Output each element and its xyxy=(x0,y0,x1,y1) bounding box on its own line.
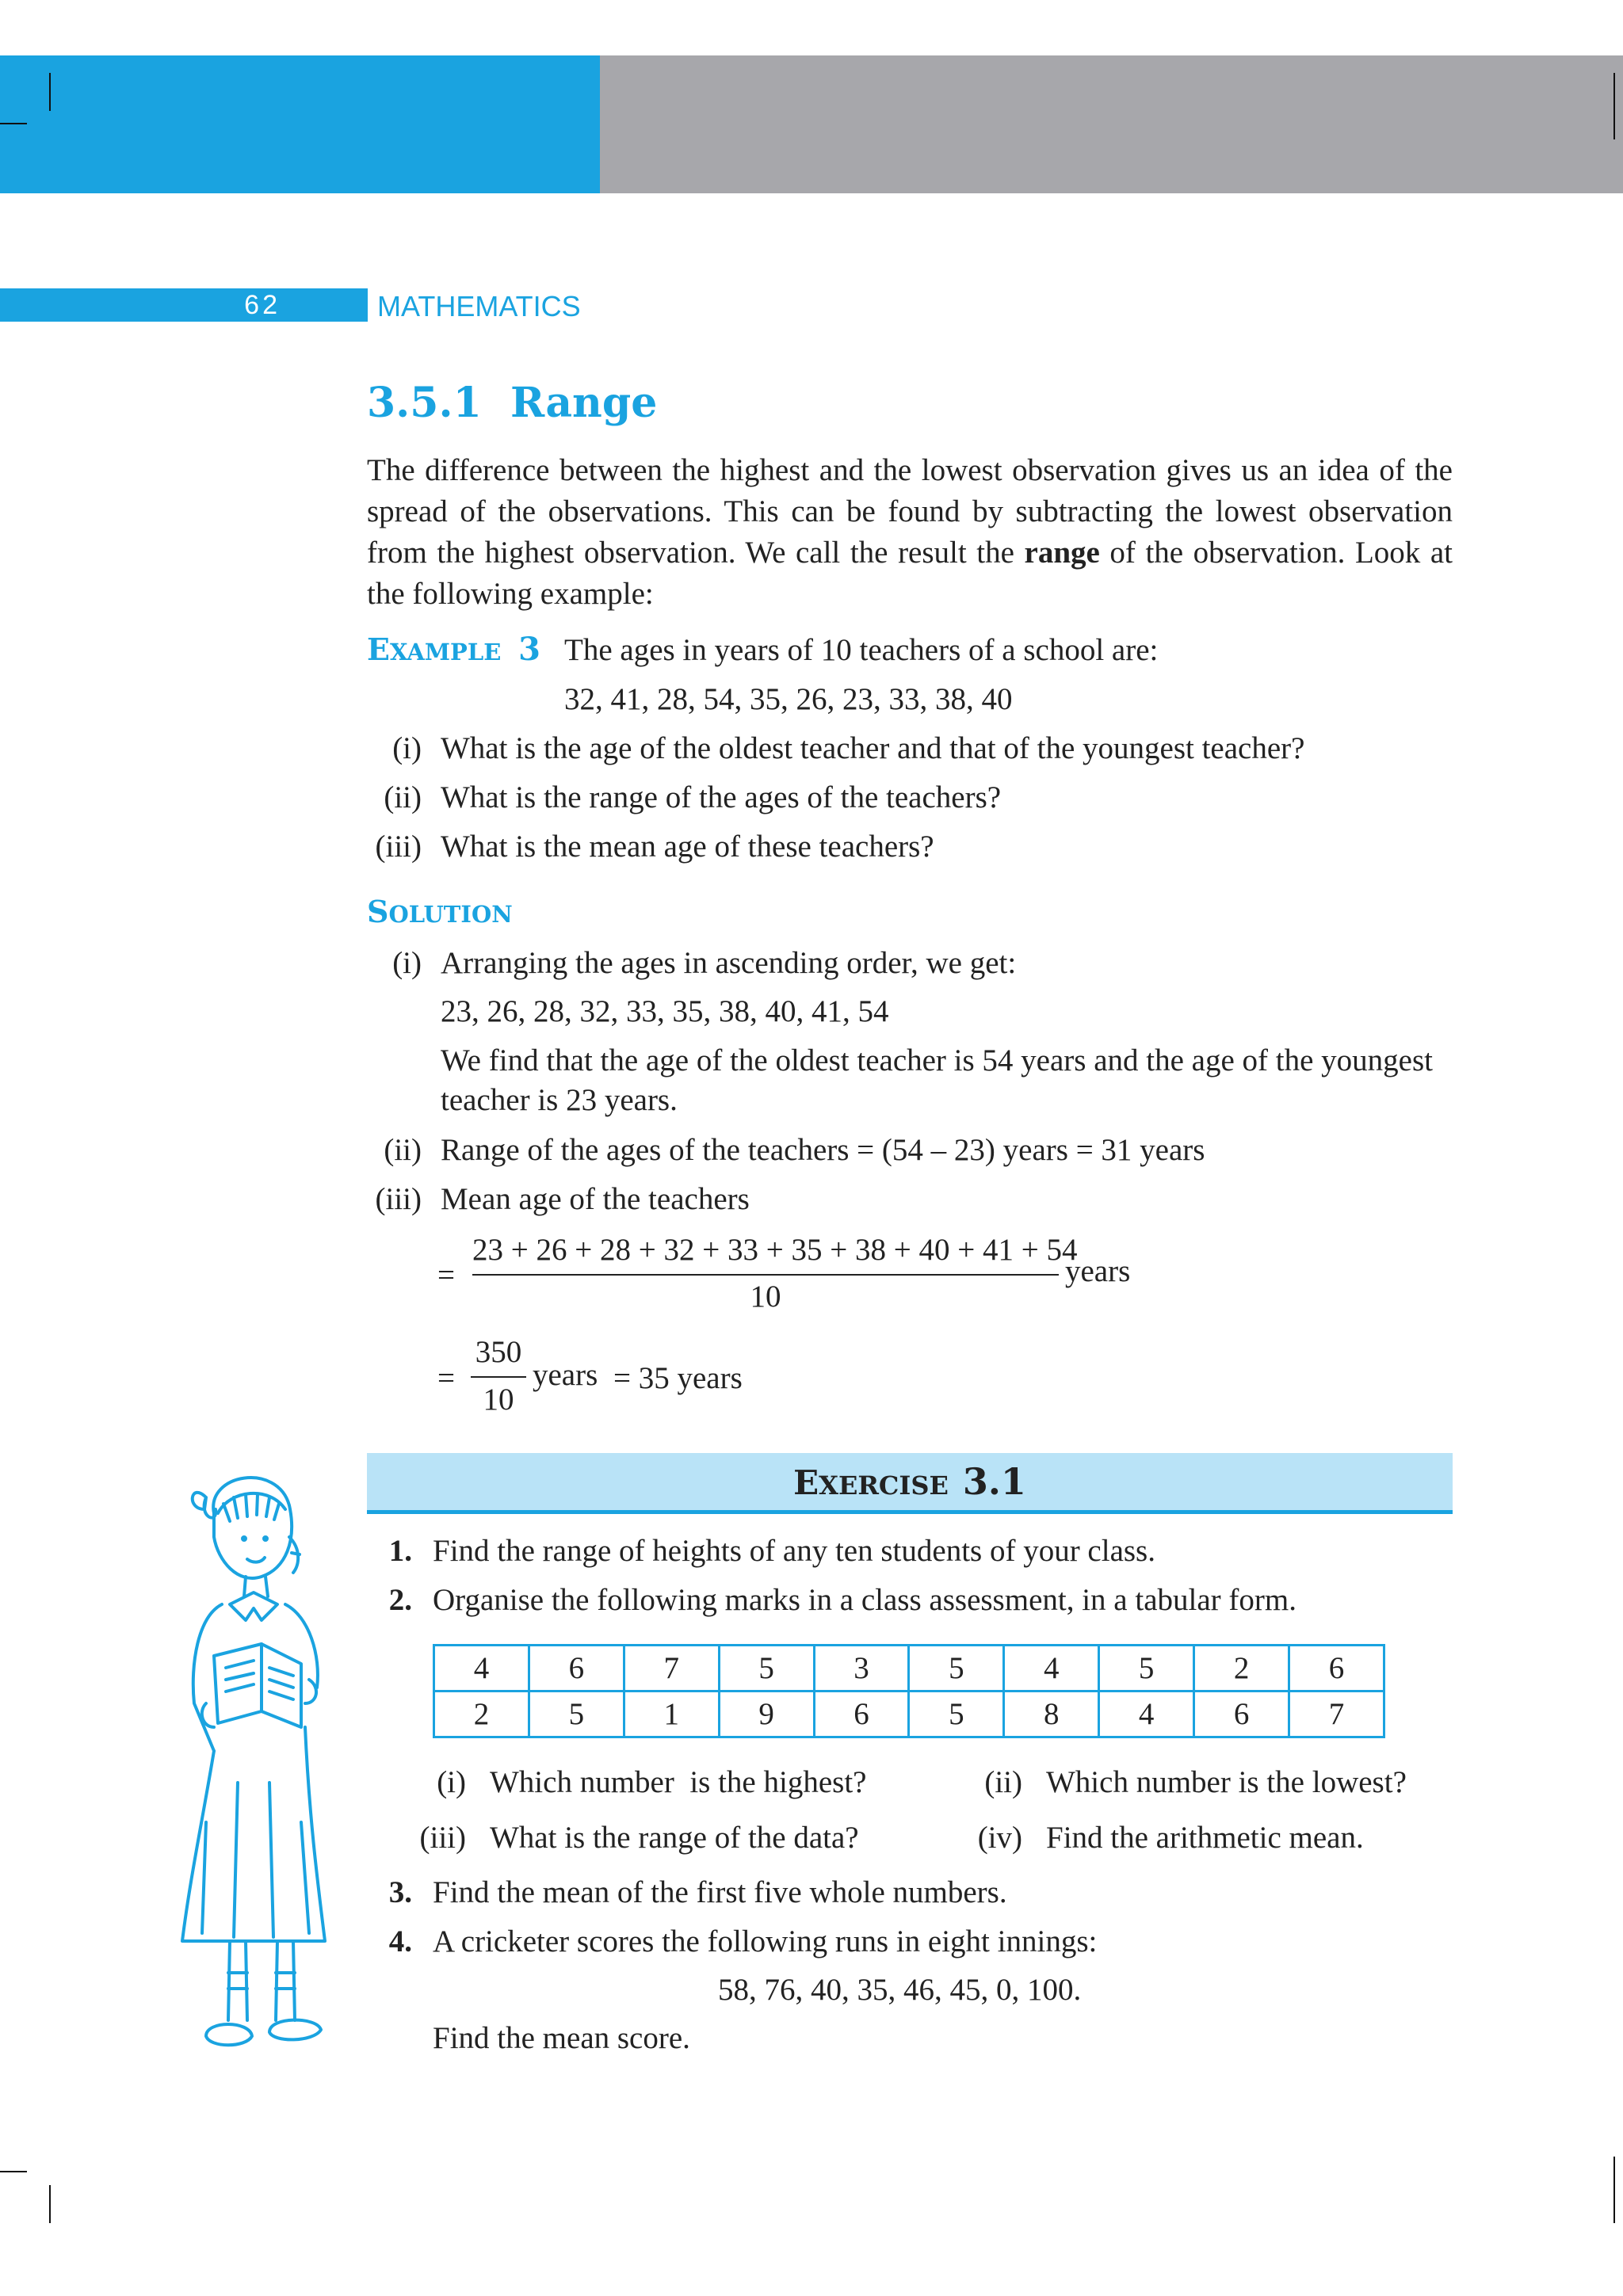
fraction-numerator: 350 xyxy=(475,1335,522,1369)
table-cell: 2 xyxy=(434,1691,529,1737)
table-cell: 7 xyxy=(1289,1691,1384,1737)
solution-text: Mean age of the teachers xyxy=(441,1182,750,1216)
intro-paragraph: The difference between the highest and the lowest observation gives us an idea of the spread of the observations. This can be found by subtracting the lowest observation from the highest observation. We call the result the range of the observation. Look at the following example: xyxy=(367,453,1453,611)
header-band-gray xyxy=(600,55,1623,193)
solution-label: SOLUTION xyxy=(367,894,513,929)
equals-sign: = xyxy=(437,1361,455,1395)
section-title: 3.5.1 Range xyxy=(367,379,658,427)
table-cell: 1 xyxy=(624,1691,719,1737)
subquestion-roman: (iv) xyxy=(977,1821,1022,1855)
table-cell: 8 xyxy=(1004,1691,1099,1737)
subquestion-text: Which number is the highest? xyxy=(490,1765,867,1799)
subquestion-roman: (i) xyxy=(437,1765,466,1799)
exercise-number: 2. xyxy=(388,1583,412,1617)
header-band-blue xyxy=(0,55,600,193)
table-cell: 5 xyxy=(909,1646,1004,1691)
question-roman: (ii) xyxy=(384,780,422,814)
table-cell: 5 xyxy=(1099,1646,1194,1691)
crop-mark xyxy=(49,73,51,111)
solution-roman: (iii) xyxy=(375,1182,422,1216)
table-cell: 5 xyxy=(719,1646,814,1691)
term-range: range xyxy=(1024,536,1100,570)
crop-mark xyxy=(0,123,27,124)
table-cell: 6 xyxy=(1194,1691,1289,1737)
table-row xyxy=(434,1691,1384,1737)
subject-title: MATHEMATICS xyxy=(377,290,581,322)
question-roman: (i) xyxy=(392,731,422,765)
table-cell: 3 xyxy=(814,1646,909,1691)
exercise-title: EXERCISE 3.1 xyxy=(793,1460,1026,1503)
exercise-number: 1. xyxy=(388,1534,412,1568)
exercise-question: Find the mean score. xyxy=(433,2021,690,2055)
fraction-denominator: 10 xyxy=(483,1383,514,1417)
subquestion-roman: (ii) xyxy=(984,1765,1022,1799)
exercise-number: 4. xyxy=(388,1924,412,1958)
example-statement: The ages in years of 10 teachers of a school are: xyxy=(564,633,1159,667)
subquestion-roman: (iii) xyxy=(419,1821,466,1855)
example-data: 32, 41, 28, 54, 35, 26, 23, 33, 38, 40 xyxy=(564,682,1013,716)
equals-sign: = xyxy=(437,1258,455,1292)
question-text: What is the range of the ages of the teachers? xyxy=(441,780,1002,814)
subquestion-text: Find the arithmetic mean. xyxy=(1046,1821,1364,1855)
table-cell: 4 xyxy=(1099,1691,1194,1737)
question-roman: (iii) xyxy=(375,830,422,864)
table-cell: 5 xyxy=(909,1691,1004,1737)
runs-data: 58, 76, 40, 35, 46, 45, 0, 100. xyxy=(718,1973,1082,2007)
solution-text: Arranging the ages in ascending order, we get: xyxy=(441,946,1017,980)
subquestion-text: Which number is the lowest? xyxy=(1046,1765,1407,1799)
table-cell: 4 xyxy=(1004,1646,1099,1691)
table-cell: 4 xyxy=(434,1646,529,1691)
table-cell: 5 xyxy=(529,1691,624,1737)
exercise-header xyxy=(367,1453,1453,1514)
crop-mark xyxy=(1613,73,1615,139)
solution-roman: (ii) xyxy=(384,1133,422,1167)
question-text: What is the age of the oldest teacher and that of the youngest teacher? xyxy=(441,731,1305,765)
crop-mark xyxy=(0,2171,27,2172)
fraction-denominator: 10 xyxy=(750,1280,781,1314)
sorted-ages: 23, 26, 28, 32, 33, 35, 38, 40, 41, 54 xyxy=(441,994,889,1028)
table-row xyxy=(434,1646,1384,1691)
fraction-numerator: 23 + 26 + 28 + 32 + 33 + 35 + 38 + 40 + 41 + 54 xyxy=(472,1233,1078,1267)
table-cell: 2 xyxy=(1194,1646,1289,1691)
fraction-bar xyxy=(471,1376,526,1378)
mean-result: = 35 years xyxy=(613,1361,743,1395)
table-cell: 9 xyxy=(719,1691,814,1737)
table-cell: 6 xyxy=(1289,1646,1384,1691)
girl-reading-illustration xyxy=(158,1466,357,2068)
marks-table xyxy=(433,1644,1385,1738)
unit-label: years xyxy=(1065,1254,1131,1288)
crop-mark xyxy=(49,2185,51,2223)
question-text: What is the mean age of these teachers? xyxy=(441,830,934,864)
range-result: Range of the ages of the teachers = (54 – 23) years = 31 years xyxy=(441,1133,1205,1167)
example-label: EXAMPLE 3 xyxy=(367,631,540,668)
page-number: 62 xyxy=(0,288,368,322)
table-cell: 7 xyxy=(624,1646,719,1691)
solution-text: teacher is 23 years. xyxy=(441,1083,678,1117)
table-cell: 6 xyxy=(814,1691,909,1737)
exercise-question: A cricketer scores the following runs in eight innings: xyxy=(433,1924,1098,1958)
fraction-bar xyxy=(472,1274,1059,1276)
subquestion-text: What is the range of the data? xyxy=(490,1821,859,1855)
exercise-question: Organise the following marks in a class assessment, in a tabular form. xyxy=(433,1583,1296,1617)
exercise-question: Find the mean of the first five whole numbers. xyxy=(433,1875,1007,1909)
exercise-number: 3. xyxy=(388,1875,412,1909)
solution-text: We find that the age of the oldest teacher is 54 years and the age of the youngest xyxy=(441,1043,1433,1077)
exercise-question: Find the range of heights of any ten students of your class. xyxy=(433,1534,1155,1568)
table-cell: 6 xyxy=(529,1646,624,1691)
unit-label: years xyxy=(533,1358,598,1392)
solution-roman: (i) xyxy=(392,946,422,980)
crop-mark xyxy=(1613,2157,1615,2223)
